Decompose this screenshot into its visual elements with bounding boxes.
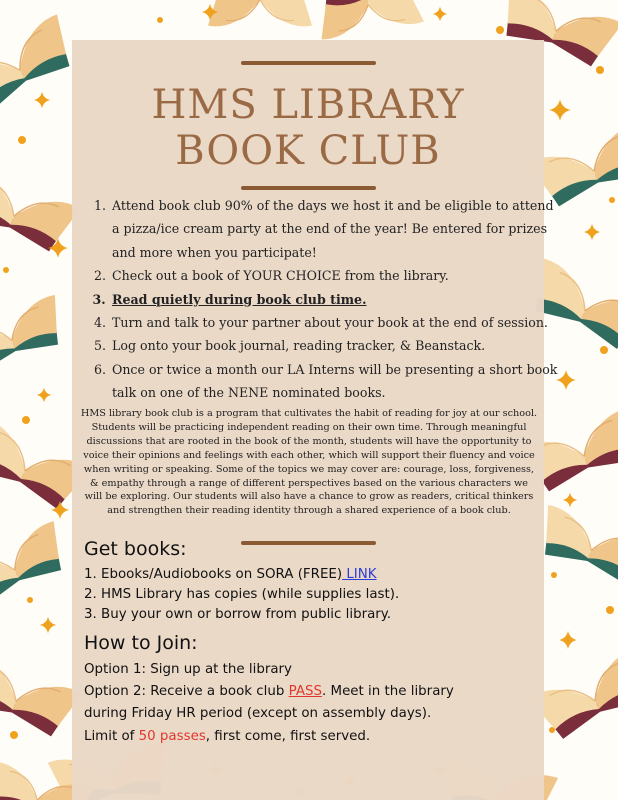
sora-link[interactable]: LINK — [342, 567, 377, 582]
get-books-item-1 — [84, 567, 377, 582]
get-books-item-3: 3. Buy your own or borrow from public library. — [84, 607, 392, 622]
join-option-1: Option 1: Sign up at the library — [84, 662, 292, 677]
top-divider — [241, 61, 376, 65]
join-option-2-line-2: during Friday HR period (except on assembly days). — [84, 706, 432, 721]
pass-limit — [84, 729, 370, 744]
rule-item: 1. Attend book club 90% of the days we host it and be eligible to attend a pizza/ice cream party at the end of the year! Be entered for prizes and more when you participate! — [110, 194, 562, 264]
title-line-1: HMS LIBRARY — [151, 82, 465, 128]
rule-item-emphasized: 3. Read quietly during book club time. — [110, 288, 562, 311]
pass-limit-post: , first come, first served. — [205, 729, 371, 744]
rules-list — [84, 194, 562, 405]
program-description: HMS library book club is a program that cultivates the habit of reading for joy at our school. Students will be practicing independent reading on their own time. Through meaningful discussions that are rooted in the book of the month, students will have the opportunity to voice their opinions and feelings with each other, which will support their fluency and voice when writing or speaking. Some of the topics we may cover are: courage, loss, forgiveness, & empathy through a range of different perspectives based on the various characters we will be exploring. Our students will also have a chance to grow as readers, critical thinkers and strengthen their reading identity through a shared experience of a book club. — [80, 408, 538, 517]
title-line-2: BOOK CLUB — [175, 128, 441, 174]
rule-item: 6. Once or twice a month our LA Interns will be presenting a short book talk on one of the NENE nominated books. — [110, 358, 562, 405]
join-option-2 — [84, 684, 454, 699]
rule-item: 5. Log onto your book journal, reading tracker, & Beanstack. — [110, 334, 562, 357]
get-books-item-1-text: 1. Ebooks/Audiobooks on SORA (FREE) — [84, 567, 343, 582]
rule-item: 4. Turn and talk to your partner about your book at the end of session. — [110, 311, 562, 334]
pass-limit-pre: Limit of — [84, 729, 139, 744]
how-to-join-heading: How to Join: — [84, 632, 198, 654]
join-option-2-post: . Meet in the library — [322, 684, 454, 699]
join-option-2-pre: Option 2: Receive a book club — [84, 684, 289, 699]
pass-highlight: PASS — [288, 684, 322, 699]
title-divider — [241, 186, 376, 190]
pass-count-highlight: 50 passes — [138, 729, 206, 744]
get-books-heading: Get books: — [84, 538, 187, 560]
rule-item: 2. Check out a book of YOUR CHOICE from the library. — [110, 264, 562, 287]
get-books-item-2: 2. HMS Library has copies (while supplies last). — [84, 587, 400, 602]
section-divider — [241, 541, 376, 545]
